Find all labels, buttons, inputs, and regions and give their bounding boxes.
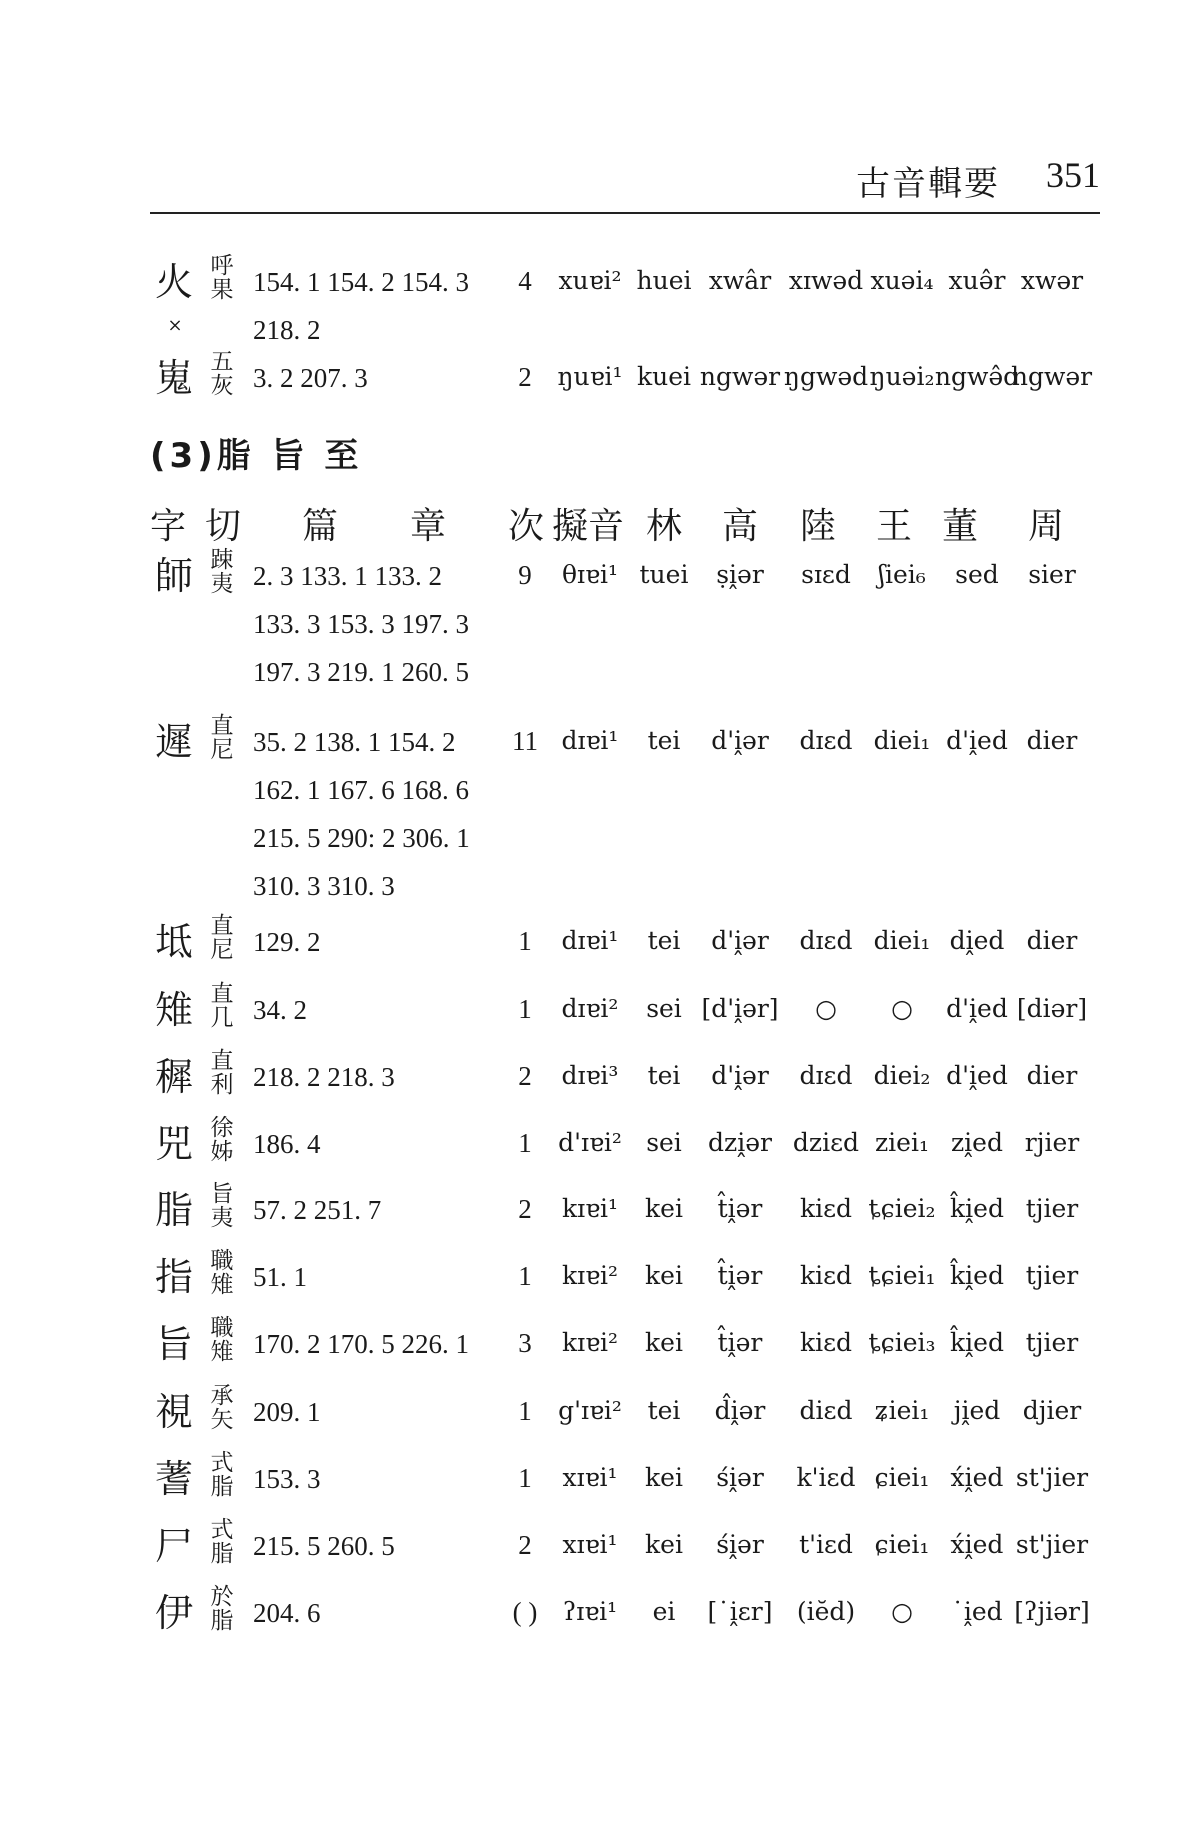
reconstruction-lu: dɪɛd <box>799 1061 853 1090</box>
reconstruction-lin: huei <box>636 266 692 295</box>
reference-list <box>253 354 368 402</box>
reconstruction-zhou: [diər] <box>1016 994 1088 1023</box>
reconstruction-zhou: rjier <box>1024 1128 1080 1157</box>
head-character <box>152 1524 196 1568</box>
reconstruction-lu: xɪwəd <box>788 266 864 295</box>
fanqie-final: 利 <box>210 1072 234 1098</box>
reconstruction-niyin: dɪɐi¹ <box>561 726 619 755</box>
reconstruction-gao: śi̭ər <box>716 1463 764 1492</box>
reference-list <box>253 1120 321 1168</box>
reconstruction-lu: dɪɛd <box>799 726 853 755</box>
reconstruction-dong: ngwə̂d <box>934 362 1020 391</box>
reconstruction-dong: k̂i̭ed <box>950 1194 1004 1223</box>
reference-line: 310. 3 310. 3 <box>253 871 395 901</box>
character-glyph: 師 <box>154 554 193 598</box>
fanqie-spelling <box>205 1585 239 1633</box>
column-header-ci: 次 <box>508 506 545 547</box>
reconstruction-niyin: g'ɪɐi² <box>558 1396 622 1425</box>
reconstruction-lin: tei <box>647 1396 681 1425</box>
reference-line: 57. 2 251. 7 <box>253 1195 382 1225</box>
fanqie-final: 尼 <box>210 737 234 763</box>
reference-list <box>253 1186 381 1234</box>
fanqie-spelling <box>205 1182 239 1230</box>
reconstruction-lin: tei <box>647 1061 681 1090</box>
reconstruction-dong: ˙i̭ed <box>951 1597 1003 1626</box>
reconstruction-lu: (iĕd) <box>796 1597 856 1626</box>
reconstruction-zhou: tjier <box>1025 1328 1079 1357</box>
column-header-dong: 董 <box>942 506 979 547</box>
reconstruction-gao: d'i̭ər <box>711 726 769 755</box>
reference-list <box>253 1053 395 1101</box>
fanqie-spelling <box>205 1316 239 1364</box>
reconstruction-lu: k'iɛd <box>796 1463 856 1492</box>
reconstruction-wang: ȶɕiei₃ <box>868 1328 936 1357</box>
fanqie-final: 几 <box>210 1005 234 1031</box>
reconstruction-niyin: ŋuɐi¹ <box>557 362 623 391</box>
occurrence-count: 1 <box>518 1396 532 1426</box>
column-header-zhang: 章 <box>410 506 447 547</box>
head-character <box>152 356 196 400</box>
reference-line: 51. 1 <box>253 1262 307 1292</box>
reconstruction-gao: d̂i̭ər <box>714 1396 766 1425</box>
reconstruction-wang: ŋuəi₂ <box>869 362 935 391</box>
head-character <box>152 720 196 764</box>
fanqie-spelling <box>205 350 239 398</box>
reference-line: 129. 2 <box>253 927 321 957</box>
reconstruction-niyin: dɪɐi² <box>561 994 619 1023</box>
fanqie-initial: 式 <box>210 1517 234 1543</box>
fanqie-initial: 職 <box>210 1248 234 1274</box>
reconstruction-niyin: kɪɐi¹ <box>561 1194 619 1223</box>
occurrence-count: 1 <box>518 1128 532 1158</box>
reference-list <box>253 986 307 1034</box>
occurrence-count: 1 <box>518 994 532 1024</box>
reconstruction-wang: ʃiei₆ <box>878 560 926 589</box>
character-glyph: 伊 <box>154 1591 193 1635</box>
reconstruction-wang: diei₂ <box>873 1061 931 1090</box>
fanqie-initial: 踈 <box>210 547 234 573</box>
reconstruction-lin: ei <box>652 1597 676 1626</box>
reconstruction-niyin: xuɐi² <box>558 266 622 295</box>
occurrence-count: 3 <box>518 1328 532 1358</box>
reconstruction-zhou: st'jier <box>1015 1530 1089 1559</box>
character-glyph: 兕 <box>154 1122 193 1166</box>
reconstruction-niyin: dɪɐi³ <box>561 1061 619 1090</box>
reference-line: 154. 1 154. 2 154. 3 <box>253 267 469 297</box>
occurrence-count: 2 <box>518 362 532 392</box>
reference-line: 209. 1 <box>253 1397 321 1427</box>
fanqie-initial: 於 <box>210 1584 234 1610</box>
page-header <box>150 150 1100 214</box>
character-glyph: 視 <box>154 1390 193 1434</box>
fanqie-initial: 直 <box>210 1048 234 1074</box>
fanqie-spelling <box>205 1518 239 1566</box>
reconstruction-gao: ngwər <box>699 362 781 391</box>
reconstruction-wang: ʑiei₁ <box>874 1396 930 1425</box>
character-glyph: 雉 <box>154 988 193 1032</box>
occurrence-count: 2 <box>518 1061 532 1091</box>
reconstruction-gao: d'i̭ər <box>711 1061 769 1090</box>
reconstruction-zhou: dier <box>1026 926 1078 955</box>
reference-list <box>253 552 469 696</box>
column-header-wang: 王 <box>876 506 913 547</box>
reconstruction-lin: kuei <box>636 362 692 391</box>
reconstruction-lu: diɛd <box>799 1396 853 1425</box>
reconstruction-gao: [˙i̭ɛr] <box>707 1597 773 1626</box>
reconstruction-lin: kei <box>645 1530 683 1559</box>
reference-line: 218. 2 <box>253 315 321 345</box>
reference-line: 170. 2 170. 5 226. 1 <box>253 1329 469 1359</box>
reconstruction-dong: d'i̭ed <box>946 726 1008 755</box>
fanqie-final: 雉 <box>210 1339 234 1365</box>
head-character <box>152 1322 196 1366</box>
reconstruction-gao: xwâr <box>708 266 772 295</box>
reference-line: 186. 4 <box>253 1129 321 1159</box>
reconstruction-zhou: ngwər <box>1011 362 1093 391</box>
character-glyph: 尸 <box>154 1524 193 1568</box>
fanqie-initial: 直 <box>210 913 234 939</box>
fanqie-initial: 呼 <box>210 253 234 279</box>
fanqie-spelling <box>205 982 239 1030</box>
reference-list <box>253 918 321 966</box>
reconstruction-wang: xuəi₄ <box>870 266 934 295</box>
reconstruction-gao: dzi̭ər <box>708 1128 772 1157</box>
head-character <box>152 1188 196 1232</box>
reconstruction-niyin: dɪɐi¹ <box>561 926 619 955</box>
reconstruction-lin: kei <box>645 1194 683 1223</box>
reconstruction-dong: ji̭ed <box>953 1396 1001 1425</box>
reconstruction-lu: ○ <box>815 994 837 1023</box>
fanqie-initial: 職 <box>210 1315 234 1341</box>
fanqie-initial: 式 <box>210 1450 234 1476</box>
reference-line: 204. 6 <box>253 1598 321 1628</box>
reconstruction-wang: ziei₁ <box>875 1128 929 1157</box>
reconstruction-lu: ŋgwəd <box>783 362 869 391</box>
head-character <box>152 1390 196 1434</box>
reconstruction-lu: kiɛd <box>799 1328 853 1357</box>
reconstruction-zhou: djier <box>1022 1396 1082 1425</box>
reference-line: 218. 2 218. 3 <box>253 1062 395 1092</box>
reference-list <box>253 1320 469 1368</box>
reconstruction-wang: ɕiei₁ <box>874 1530 930 1559</box>
reconstruction-lu: kiɛd <box>799 1261 853 1290</box>
reference-line: 215. 5 290: 2 306. 1 <box>253 823 470 853</box>
fanqie-spelling <box>205 254 239 302</box>
reconstruction-zhou: sier <box>1028 560 1076 589</box>
fanqie-initial: 旨 <box>210 1181 234 1207</box>
occurrence-count: 4 <box>518 266 532 296</box>
reference-line: 3. 2 207. 3 <box>253 363 368 393</box>
reconstruction-lu: sɪɛd <box>801 560 851 589</box>
reconstruction-niyin: θɪɐi¹ <box>562 560 618 589</box>
character-glyph: 遲 <box>154 720 193 764</box>
reconstruction-lin: kei <box>645 1463 683 1492</box>
reference-line: 162. 1 167. 6 168. 6 <box>253 775 469 805</box>
reconstruction-dong: xuə̂r <box>948 266 1006 295</box>
reconstruction-gao: t̂i̭ər <box>717 1328 763 1357</box>
reconstruction-niyin: d'ɪɐi² <box>558 1128 622 1157</box>
reconstruction-wang: ȶɕiei₁ <box>868 1261 936 1290</box>
fanqie-spelling <box>205 1116 239 1164</box>
reconstruction-lin: sei <box>646 1128 682 1157</box>
reconstruction-niyin: kɪɐi² <box>561 1261 619 1290</box>
column-header-niyin: 擬音 <box>552 506 625 547</box>
reconstruction-wang: ȶɕiei₂ <box>868 1194 936 1223</box>
head-character <box>152 1122 196 1166</box>
occurrence-count: 2 <box>518 1530 532 1560</box>
fanqie-initial: 直 <box>210 713 234 739</box>
head-character <box>152 1591 196 1635</box>
reconstruction-niyin: ʔɪɐi¹ <box>562 1597 618 1626</box>
fanqie-final: 果 <box>210 277 234 303</box>
reconstruction-zhou: dier <box>1026 1061 1078 1090</box>
fanqie-spelling <box>205 1049 239 1097</box>
occurrence-count: 1 <box>518 1463 532 1493</box>
reference-list <box>253 1589 321 1637</box>
reconstruction-lin: sei <box>646 994 682 1023</box>
reconstruction-zhou: [ʔjiər] <box>1014 1597 1090 1626</box>
reconstruction-zhou: tjier <box>1025 1194 1079 1223</box>
reconstruction-lu: dziɛd <box>792 1128 860 1157</box>
occurrence-count: 2 <box>518 1194 532 1224</box>
reconstruction-lin: tei <box>647 726 681 755</box>
character-glyph: 蓍 <box>154 1457 193 1501</box>
column-header-pian: 篇 <box>302 506 339 547</box>
reconstruction-dong: k̂i̭ed <box>950 1261 1004 1290</box>
column-header-qie: 切 <box>205 506 242 547</box>
reference-line: 133. 3 153. 3 197. 3 <box>253 609 469 639</box>
reconstruction-dong: x́i̭ed <box>950 1463 1004 1492</box>
head-character <box>152 1055 196 1099</box>
character-glyph: 坻 <box>154 920 193 964</box>
reconstruction-zhou: st'jier <box>1015 1463 1089 1492</box>
reconstruction-niyin: xɪɐi¹ <box>562 1463 618 1492</box>
section-title: (3)脂 旨 至 <box>150 436 363 476</box>
reference-line: 35. 2 138. 1 154. 2 <box>253 727 456 757</box>
head-character <box>152 554 196 598</box>
character-glyph: 指 <box>154 1255 193 1299</box>
column-header-lu: 陸 <box>800 506 837 547</box>
fanqie-initial: 徐 <box>210 1115 234 1141</box>
reference-line: 215. 5 260. 5 <box>253 1531 395 1561</box>
column-header-zhou: 周 <box>1028 506 1065 547</box>
fanqie-initial: 承 <box>210 1383 234 1409</box>
reference-list <box>253 258 469 354</box>
reconstruction-gao: t̂i̭ər <box>717 1261 763 1290</box>
character-glyph: 旨 <box>154 1322 193 1366</box>
reconstruction-zhou: dier <box>1026 726 1078 755</box>
head-character <box>152 260 196 354</box>
head-character <box>152 988 196 1032</box>
reconstruction-lu: kiɛd <box>799 1194 853 1223</box>
fanqie-final: 雉 <box>210 1272 234 1298</box>
running-title: 古音輯要 <box>856 164 1000 204</box>
fanqie-final: 夷 <box>210 571 234 597</box>
fanqie-initial: 五 <box>210 349 234 375</box>
reconstruction-zhou: xwər <box>1020 266 1084 295</box>
fanqie-initial: 直 <box>210 981 234 1007</box>
character-glyph: 穉 <box>154 1055 193 1099</box>
column-header-zi: 字 <box>150 506 187 547</box>
reconstruction-gao: ṣi̭ər <box>716 560 764 589</box>
character-mark: × <box>167 315 183 336</box>
fanqie-final: 脂 <box>210 1608 234 1634</box>
reconstruction-lu: t'iɛd <box>799 1530 853 1559</box>
reconstruction-dong: d'i̭ed <box>946 1061 1008 1090</box>
fanqie-spelling <box>205 1384 239 1432</box>
reconstruction-dong: zi̭ed <box>951 1128 1003 1157</box>
reference-line: 197. 3 219. 1 260. 5 <box>253 657 469 687</box>
reconstruction-gao: d'i̭ər <box>711 926 769 955</box>
head-character <box>152 920 196 964</box>
reconstruction-zhou: tjier <box>1025 1261 1079 1290</box>
head-character <box>152 1457 196 1501</box>
reference-list <box>253 1455 321 1503</box>
fanqie-spelling <box>205 1249 239 1297</box>
occurrence-count: 1 <box>518 1261 532 1291</box>
reference-list <box>253 718 470 910</box>
head-character <box>152 1255 196 1299</box>
reference-list <box>253 1253 307 1301</box>
character-glyph: 脂 <box>154 1188 193 1232</box>
reconstruction-lin: kei <box>645 1261 683 1290</box>
fanqie-final: 脂 <box>210 1541 234 1567</box>
reconstruction-wang: ○ <box>891 994 913 1023</box>
reconstruction-wang: ○ <box>891 1597 913 1626</box>
reference-list <box>253 1522 395 1570</box>
occurrence-count: 9 <box>518 560 532 590</box>
fanqie-final: 姊 <box>210 1139 234 1165</box>
occurrence-count: ( ) <box>512 1597 538 1627</box>
reference-line: 153. 3 <box>253 1464 321 1494</box>
fanqie-final: 灰 <box>210 373 234 399</box>
occurrence-count: 11 <box>512 726 538 756</box>
fanqie-final: 夷 <box>210 1205 234 1231</box>
reconstruction-niyin: xɪɐi¹ <box>562 1530 618 1559</box>
reconstruction-lu: dɪɛd <box>799 926 853 955</box>
fanqie-spelling <box>205 548 239 596</box>
reconstruction-gao: [d'i̭ər] <box>701 994 779 1023</box>
fanqie-spelling <box>205 1451 239 1499</box>
reconstruction-wang: diei₁ <box>873 926 931 955</box>
reconstruction-gao: t̂i̭ər <box>717 1194 763 1223</box>
character-glyph: 嵬 <box>154 356 193 400</box>
reconstruction-dong: k̂i̭ed <box>950 1328 1004 1357</box>
column-header-lin: 林 <box>646 506 683 547</box>
reconstruction-lin: tei <box>647 926 681 955</box>
reconstruction-dong: d'i̭ed <box>946 994 1008 1023</box>
reconstruction-dong: sed <box>955 560 999 589</box>
reference-line: 34. 2 <box>253 995 307 1025</box>
reconstruction-gao: śi̭ər <box>716 1530 764 1559</box>
reconstruction-lin: tuei <box>639 560 689 589</box>
fanqie-final: 尼 <box>210 937 234 963</box>
fanqie-spelling <box>205 714 239 762</box>
reference-line: 2. 3 133. 1 133. 2 <box>253 561 442 591</box>
reference-list <box>253 1388 321 1436</box>
reconstruction-wang: ɕiei₁ <box>874 1463 930 1492</box>
reconstruction-dong: di̭ed <box>949 926 1005 955</box>
page-number: 351 <box>1046 155 1100 195</box>
reconstruction-wang: diei₁ <box>873 726 931 755</box>
fanqie-spelling <box>205 914 239 962</box>
character-glyph: 火 <box>154 260 193 304</box>
reconstruction-lin: kei <box>645 1328 683 1357</box>
occurrence-count: 1 <box>518 926 532 956</box>
column-header-gao: 高 <box>722 506 759 547</box>
fanqie-final: 矢 <box>210 1407 234 1433</box>
fanqie-final: 脂 <box>210 1474 234 1500</box>
reconstruction-dong: x́i̭ed <box>950 1530 1004 1559</box>
reconstruction-niyin: kɪɐi² <box>561 1328 619 1357</box>
